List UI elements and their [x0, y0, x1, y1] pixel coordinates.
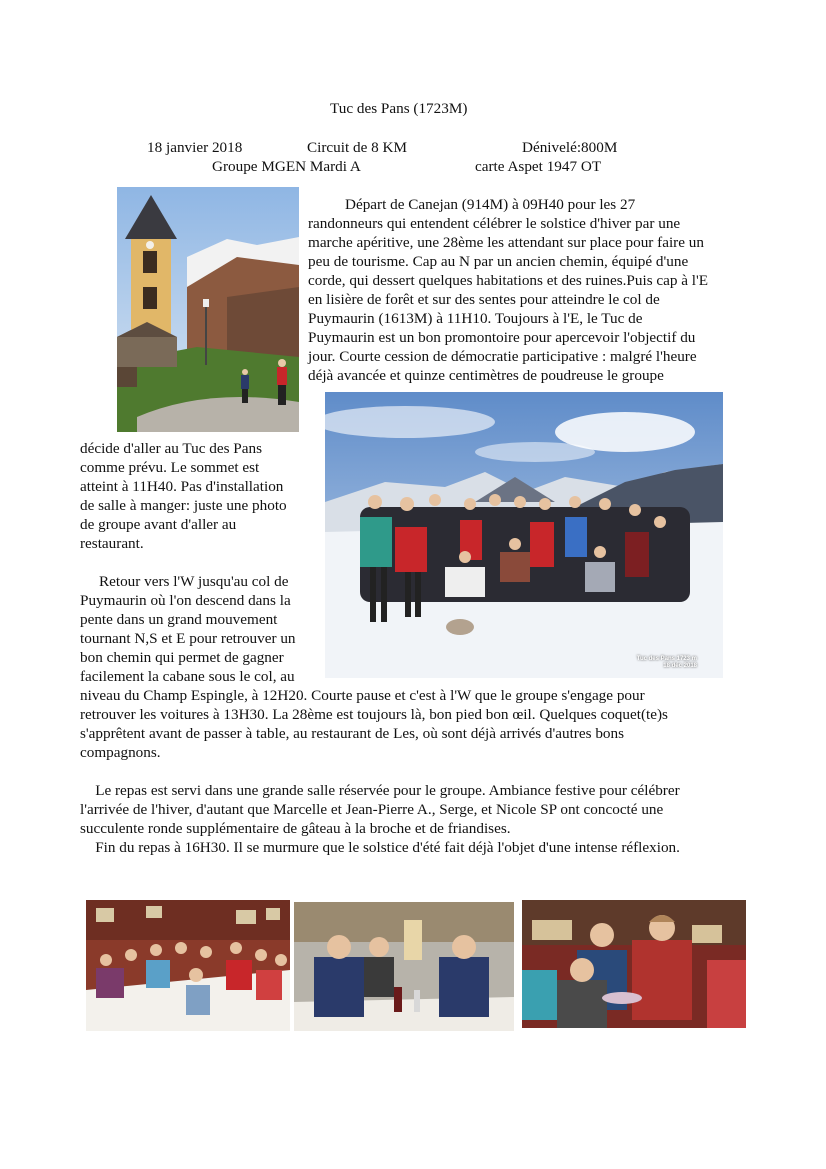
text-line: retrouver les voitures à 13H30. La 28ème est toujours là, bon pied bon œil. Quelques coquet(te)s — [80, 706, 668, 723]
text-line: atteint à 11H40. Pas d'installation — [80, 478, 284, 495]
map-reference: carte Aspet 1947 OT — [475, 158, 602, 175]
text-line: décide d'aller au Tuc des Pans — [80, 440, 262, 457]
text-line: tournant N,S et E pour retrouver un — [80, 630, 296, 647]
elevation-gain: Dénivelé:800M — [522, 139, 618, 156]
text-line: de salle à manger: juste une photo — [80, 497, 287, 514]
text-line: de groupe avant d'aller au — [80, 516, 237, 533]
photo-stamp-date: 18 déc 2018 — [663, 663, 697, 669]
text-line: en lisière de forêt et sur des sentes pour atteindre le col de — [308, 291, 660, 308]
text-line: déjà avancée et quinze centimètres de poudreuse le groupe — [308, 367, 664, 384]
text-line: corde, qui dessert quelques habitations et des ruines.Puis cap à l'E — [308, 272, 709, 289]
text-line: Fin du repas à 16H30. Il se murmure que le solstice d'été fait déjà l'objet d'une intense réflexion. — [80, 839, 680, 856]
bell-tower-photo — [117, 187, 299, 432]
text-line: bon chemin qui permet de gagner — [80, 649, 284, 666]
summit-group-photo — [325, 392, 723, 678]
toast-photo — [294, 902, 514, 1031]
text-line: compagnons. — [80, 744, 161, 761]
text-line: succulente ronde supplémentaire de gâteau à la broche et de friandises. — [80, 820, 511, 837]
group-name: Groupe MGEN Mardi A — [212, 158, 361, 175]
text-line: restaurant. — [80, 535, 144, 552]
restaurant-hall-photo — [86, 900, 290, 1031]
text-line: marche apéritive, une 28ème les attendant sur place pour faire un — [308, 234, 704, 251]
text-line: facilement la cabane sous le col, au — [80, 668, 295, 685]
photo-stamp — [637, 656, 697, 670]
text-line: s'apprêtent avant de passer à table, au restaurant de Les, où sont déjà arrivés d'autres bons — [80, 725, 625, 742]
text-line: peu de tourisme. Cap au N par un ancien chemin, équipé d'une — [308, 253, 689, 270]
text-line: Puymaurin où l'on descend dans la — [80, 592, 291, 609]
document-title: Tuc des Pans (1723M) — [330, 100, 468, 117]
text-line: Le repas est servi dans une grande salle réservée pour le groupe. Ambiance festive pour célébrer — [80, 782, 680, 799]
text-line: comme prévu. Le sommet est — [80, 459, 260, 476]
text-line: niveau du Champ Espingle, à 12H20. Courte pause et c'est à l'W que le groupe s'engage pour — [80, 687, 645, 704]
text-line: Puymaurin est un bon promontoire pour apercevoir l'objectif du — [308, 329, 696, 346]
text-line: l'arrivée de l'hiver, d'autant que Marcelle et Jean-Pierre A., Serge, et Nicole SP ont concocté une — [80, 801, 664, 818]
text-line: Retour vers l'W jusqu'au col de — [80, 573, 289, 590]
photo-stamp-place: Tuc des Pans 1723 m — [636, 656, 697, 662]
outing-date: 18 janvier 2018 — [147, 139, 243, 156]
text-line: jour. Courte cession de démocratie participative : malgré l'heure — [308, 348, 697, 365]
text-line: randonneurs qui entendent célébrer le solstice d'hiver par une — [308, 215, 681, 232]
dessert-photo — [522, 900, 746, 1028]
text-line: Puymaurin (1613M) à 11H10. Toujours à l'E, le Tuc de — [308, 310, 643, 327]
text-line: pente dans un grand mouvement — [80, 611, 278, 628]
text-line: Départ de Canejan (914M) à 09H40 pour les 27 — [345, 196, 636, 213]
circuit-length: Circuit de 8 KM — [307, 139, 407, 156]
